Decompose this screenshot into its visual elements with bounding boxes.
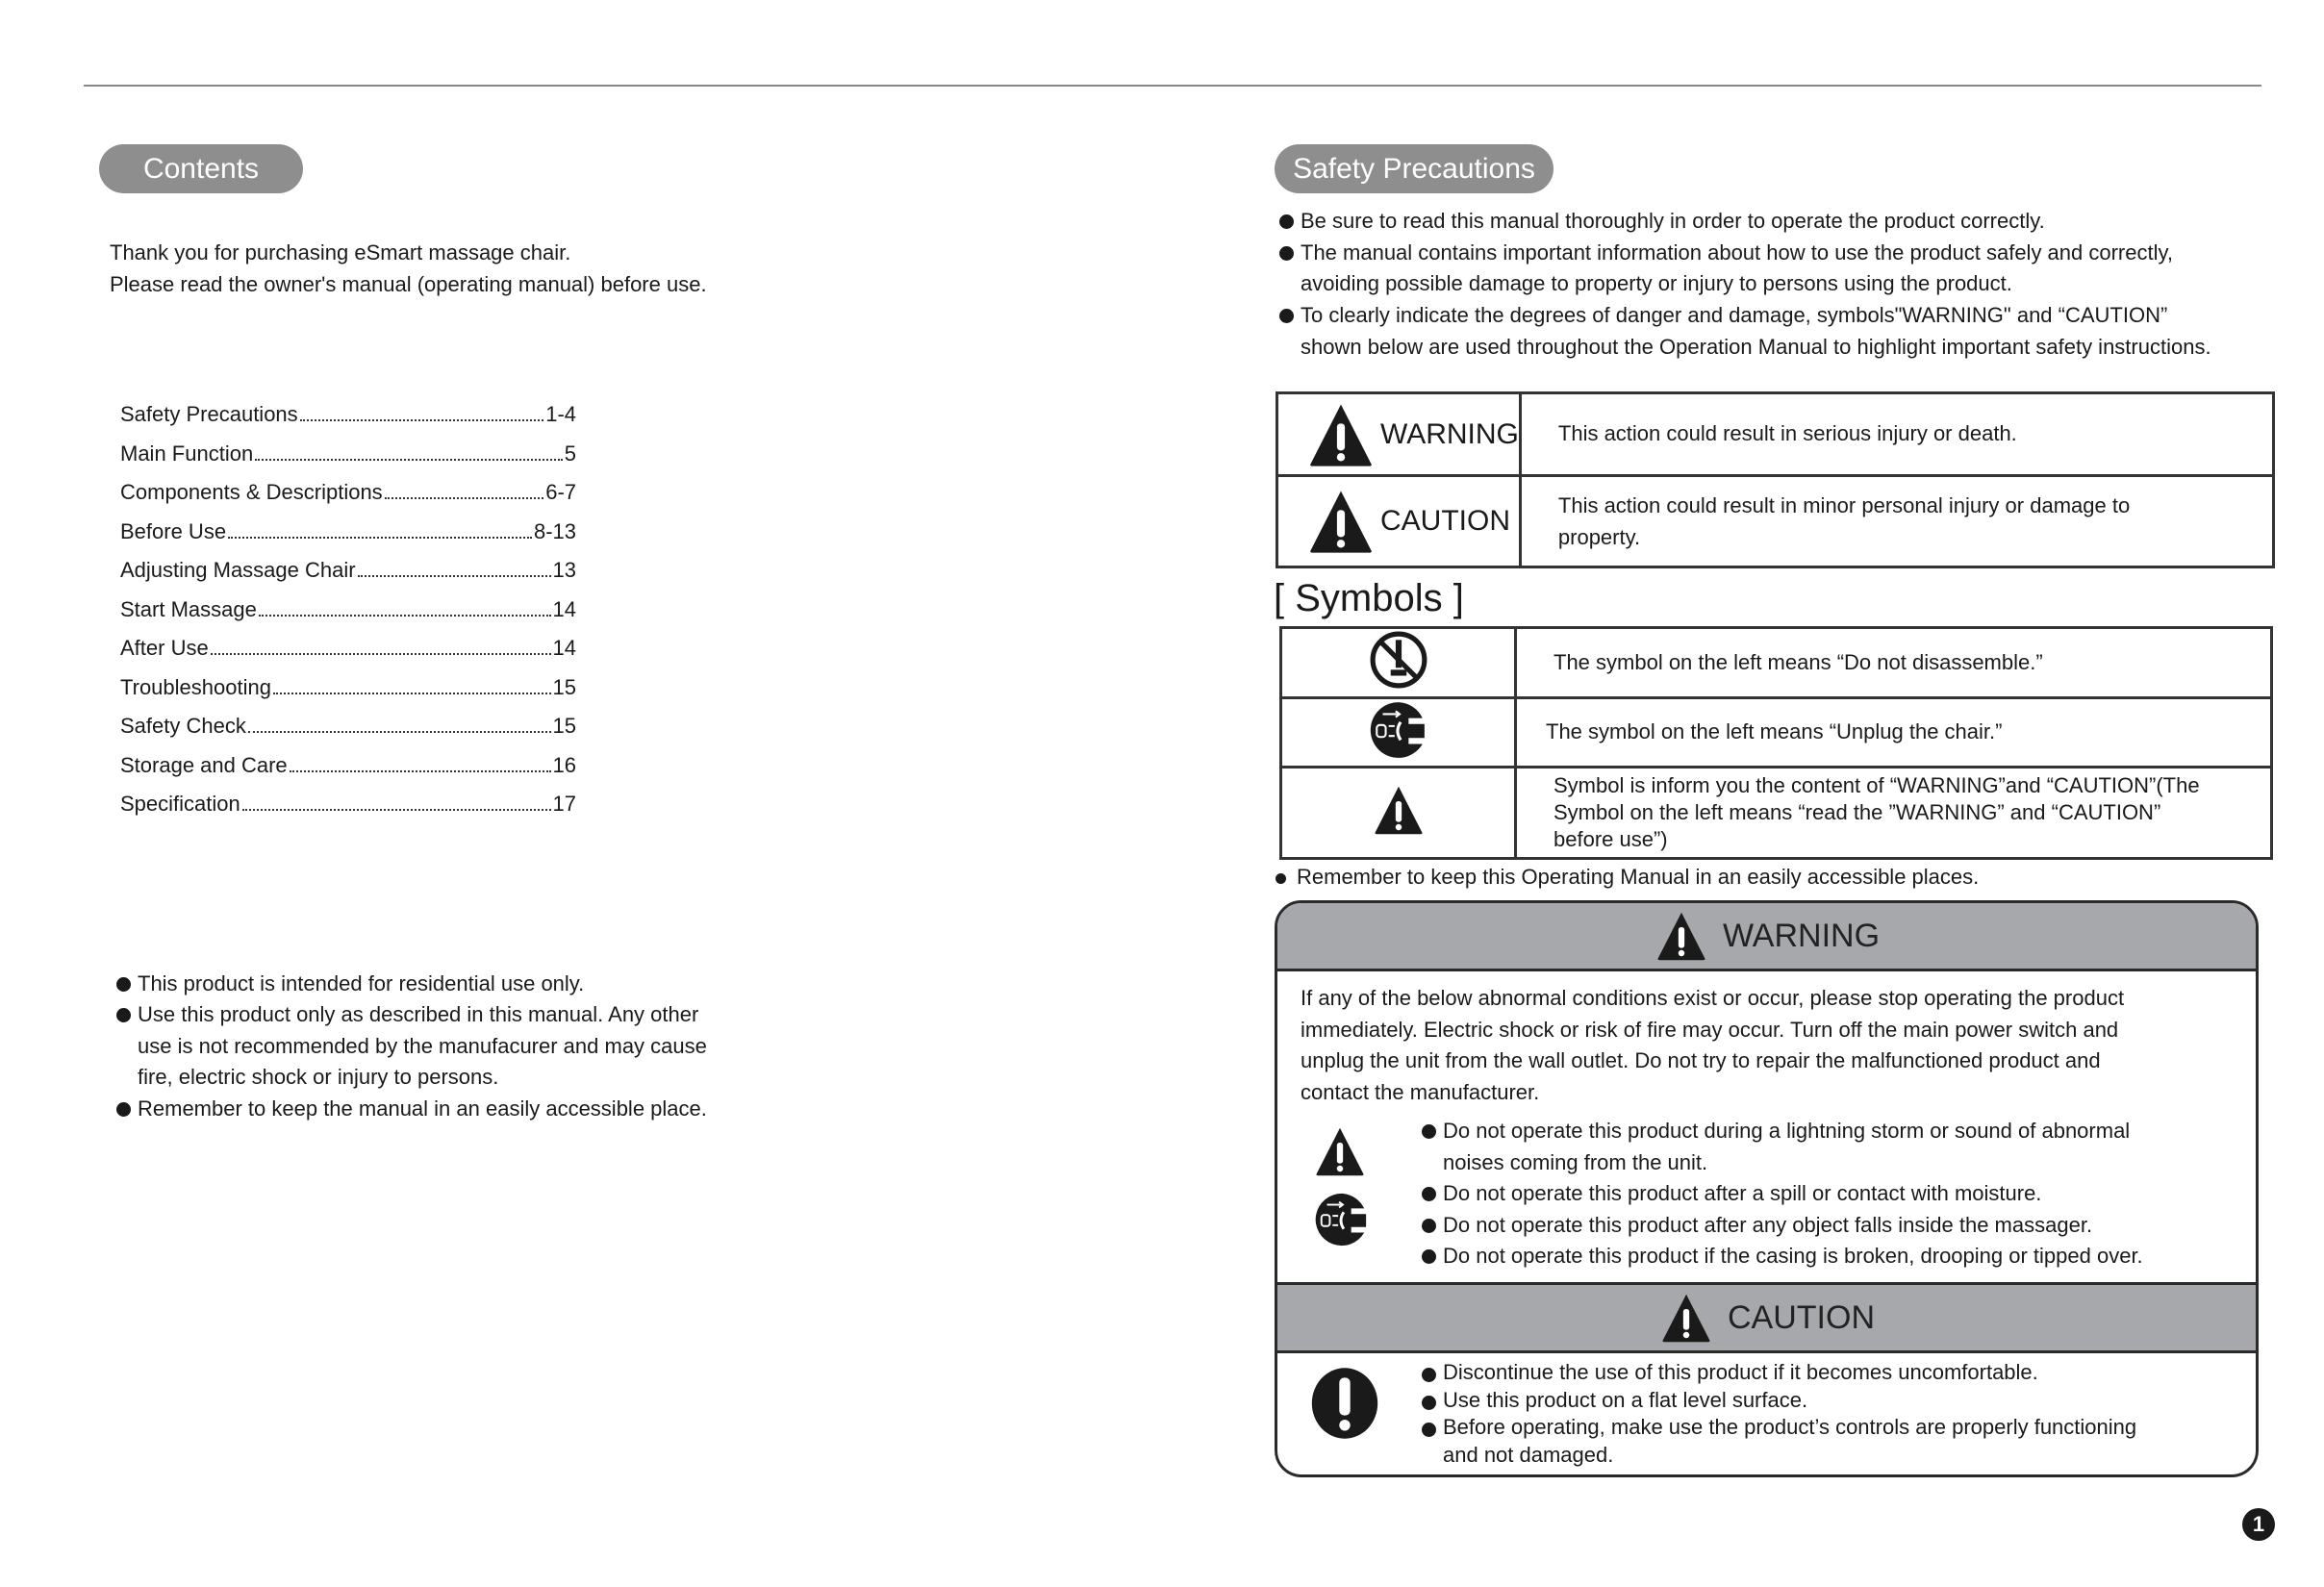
bullet-line: Before operating, make use the product’s controls are properly functioning bbox=[1443, 1415, 2137, 1439]
usage-notes bbox=[116, 969, 707, 1124]
bullet-line: Be sure to read this manual thoroughly in order to operate the product correctly. bbox=[1301, 209, 2045, 233]
toc-leader bbox=[259, 615, 551, 617]
bullet-line: avoiding possible damage to property or injury to persons using the product. bbox=[1301, 271, 2012, 296]
bullet-item bbox=[1279, 238, 2211, 300]
bullet-line: Use this product only as described in this manual. Any other bbox=[138, 1002, 699, 1027]
toc-label: Before Use bbox=[120, 518, 227, 543]
level-label: WARNING bbox=[1380, 417, 1519, 450]
unplug-icon bbox=[1369, 700, 1428, 760]
toc-page: 14 bbox=[552, 596, 576, 621]
table-of-contents bbox=[120, 402, 576, 831]
caution-triangle-icon bbox=[1305, 488, 1377, 555]
toc-label: Adjusting Massage Chair bbox=[120, 558, 356, 582]
bullet-line: Do not operate this product after a spill or contact with moisture. bbox=[1443, 1181, 2042, 1205]
toc-label: After Use bbox=[120, 636, 209, 660]
warning-triangle-icon bbox=[1305, 401, 1377, 468]
symbol-description: Symbol on the left means “read the ”WARNING” and “CAUTION” bbox=[1554, 800, 2161, 824]
warning-intro bbox=[1277, 971, 2256, 1108]
toc-page: 8-13 bbox=[533, 518, 576, 543]
toc-label: Storage and Care bbox=[120, 752, 288, 777]
bullet-item bbox=[1422, 1241, 2143, 1272]
safety-precautions-title: Safety Precautions bbox=[1275, 144, 1554, 193]
intro-line: Please read the owner's manual (operating manual) before use. bbox=[110, 271, 707, 296]
toc-entry[interactable] bbox=[120, 714, 576, 753]
bullet-line: To clearly indicate the degrees of danger and damage, symbols"WARNING" and “CAUTION” bbox=[1301, 303, 2168, 328]
toc-page: 15 bbox=[552, 674, 576, 699]
top-rule bbox=[84, 85, 2261, 87]
toc-label: Safety Precautions bbox=[120, 402, 298, 426]
toc-leader bbox=[385, 497, 544, 499]
warning-intro-line: unplug the unit from the wall outlet. Do not try to repair the malfunctioned product and bbox=[1301, 1048, 2101, 1072]
level-description: This action could result in serious injury or death. bbox=[1557, 421, 2017, 446]
warning-intro-line: immediately. Electric shock or risk of fire may occur. Turn off the main power switch and bbox=[1301, 1017, 2119, 1042]
toc-entry[interactable] bbox=[120, 441, 576, 481]
toc-label: Components & Descriptions bbox=[120, 480, 383, 504]
toc-label: Specification bbox=[120, 792, 240, 816]
contents-title: Contents bbox=[99, 144, 303, 193]
bullet-item bbox=[1279, 206, 2211, 238]
bullet-item bbox=[1422, 1210, 2143, 1242]
toc-page: 14 bbox=[552, 636, 576, 660]
symbol-row bbox=[1281, 628, 2272, 698]
toc-page: 6-7 bbox=[545, 480, 576, 504]
toc-entry[interactable] bbox=[120, 636, 576, 675]
bullet-line: and not damaged. bbox=[1443, 1442, 1614, 1467]
symbol-row bbox=[1281, 698, 2272, 768]
bullet-icon bbox=[1276, 873, 1286, 884]
bullet-line: fire, electric shock or injury to persons. bbox=[138, 1065, 499, 1090]
caution-header bbox=[1277, 1282, 2256, 1353]
level-row-warning bbox=[1277, 393, 2274, 476]
symbol-row bbox=[1281, 768, 2272, 859]
bullet-item bbox=[116, 999, 707, 1093]
toc-entry[interactable] bbox=[120, 480, 576, 519]
bullet-line: noises coming from the unit. bbox=[1443, 1149, 1708, 1174]
level-label: CAUTION bbox=[1380, 505, 1510, 537]
toc-entry[interactable] bbox=[120, 402, 576, 441]
toc-leader bbox=[290, 770, 551, 772]
warning-items bbox=[1422, 1116, 2143, 1272]
symbol-description: The symbol on the left means “Do not disassemble.” bbox=[1554, 649, 2043, 674]
toc-page: 17 bbox=[552, 792, 576, 816]
symbol-description: before use”) bbox=[1554, 827, 1668, 851]
toc-entry[interactable] bbox=[120, 675, 576, 715]
hazard-levels-table bbox=[1276, 391, 2275, 568]
remember-text: Remember to keep this Operating Manual in an easily accessible places. bbox=[1297, 865, 1980, 889]
toc-entry[interactable] bbox=[120, 519, 576, 559]
toc-leader bbox=[228, 537, 532, 539]
no-disassemble-icon bbox=[1369, 630, 1428, 690]
toc-leader bbox=[255, 459, 563, 461]
bullet-item bbox=[1422, 1414, 2136, 1469]
warning-header bbox=[1277, 903, 2256, 971]
bullet-line: This product is intended for residential use only. bbox=[138, 971, 585, 995]
warning-triangle-icon bbox=[1654, 910, 1709, 962]
bullet-line: The manual contains important information about how to use the product safely and correctly, bbox=[1301, 239, 2173, 264]
toc-leader bbox=[358, 575, 551, 577]
toc-label: Safety Check bbox=[120, 714, 246, 738]
level-row-caution bbox=[1277, 476, 2274, 567]
bullet-item bbox=[116, 969, 707, 999]
warning-intro-line: If any of the below abnormal conditions exist or occur, please stop operating the product bbox=[1301, 986, 2125, 1010]
toc-label: Main Function bbox=[120, 441, 254, 466]
bullet-item bbox=[116, 1094, 707, 1124]
bullet-item bbox=[1279, 300, 2211, 363]
bullet-line: shown below are used throughout the Operation Manual to highlight important safety instructions. bbox=[1301, 334, 2211, 359]
toc-page: 15 bbox=[552, 714, 576, 738]
bullet-item bbox=[1422, 1359, 2136, 1387]
page-number: 1 bbox=[2242, 1508, 2275, 1541]
warning-intro-line: contact the manufacturer. bbox=[1301, 1079, 1540, 1104]
symbol-description: The symbol on the left means “Unplug the chair.” bbox=[1546, 719, 2003, 744]
exclamation-circle-icon bbox=[1308, 1367, 1381, 1440]
caution-title: CAUTION bbox=[1728, 1298, 1875, 1336]
bullet-line: use is not recommended by the manufacurer and may cause bbox=[138, 1033, 707, 1058]
toc-label: Start Massage bbox=[120, 596, 257, 621]
bullet-line: Discontinue the use of this product if it becomes uncomfortable. bbox=[1443, 1360, 2038, 1384]
bullet-item bbox=[1422, 1387, 2136, 1415]
toc-leader bbox=[300, 419, 544, 421]
intro-bullets bbox=[1279, 206, 2211, 364]
intro-line: Thank you for purchasing eSmart massage chair. bbox=[110, 240, 571, 264]
symbols-table bbox=[1279, 626, 2273, 860]
bullet-line: Do not operate this product if the casing is broken, drooping or tipped over. bbox=[1443, 1244, 2143, 1268]
symbol-description: Symbol is inform you the content of “WARNING”and “CAUTION”(The bbox=[1554, 773, 2200, 797]
unplug-icon bbox=[1314, 1191, 1370, 1248]
toc-page: 5 bbox=[564, 441, 576, 466]
toc-entry[interactable] bbox=[120, 753, 576, 793]
bullet-line: Use this product on a flat level surface. bbox=[1443, 1387, 1808, 1412]
warning-title: WARNING bbox=[1722, 917, 1881, 954]
toc-entry[interactable] bbox=[120, 558, 576, 597]
toc-page: 13 bbox=[552, 558, 576, 582]
remember-note bbox=[1276, 862, 1979, 894]
toc-leader bbox=[211, 653, 551, 655]
bullet-line: Do not operate this product during a lightning storm or sound of abnormal bbox=[1443, 1119, 2131, 1143]
caution-triangle-icon bbox=[1658, 1292, 1714, 1344]
bullet-item bbox=[1422, 1116, 2143, 1178]
level-description: property. bbox=[1557, 525, 1641, 549]
bullet-line: Remember to keep the manual in an easily accessible place. bbox=[138, 1096, 707, 1121]
toc-leader bbox=[273, 693, 551, 694]
level-description: This action could result in minor personal injury or damage to bbox=[1557, 493, 2131, 517]
toc-page: 16 bbox=[552, 752, 576, 777]
warning-triangle-icon bbox=[1312, 1125, 1368, 1177]
intro-text bbox=[110, 238, 707, 300]
toc-entry[interactable] bbox=[120, 792, 576, 831]
toc-leader bbox=[248, 731, 551, 733]
bullet-line: Do not operate this product after any object falls inside the massager. bbox=[1443, 1212, 2093, 1237]
symbols-heading: [ Symbols ] bbox=[1274, 577, 1464, 619]
warning-triangle-icon bbox=[1372, 784, 1426, 836]
warning-caution-box bbox=[1275, 900, 2259, 1477]
toc-entry[interactable] bbox=[120, 597, 576, 637]
toc-leader bbox=[242, 809, 551, 811]
caution-items bbox=[1422, 1359, 2136, 1469]
toc-page: 1-4 bbox=[545, 402, 576, 426]
toc-label: Troubleshooting bbox=[120, 674, 271, 699]
bullet-item bbox=[1422, 1178, 2143, 1210]
